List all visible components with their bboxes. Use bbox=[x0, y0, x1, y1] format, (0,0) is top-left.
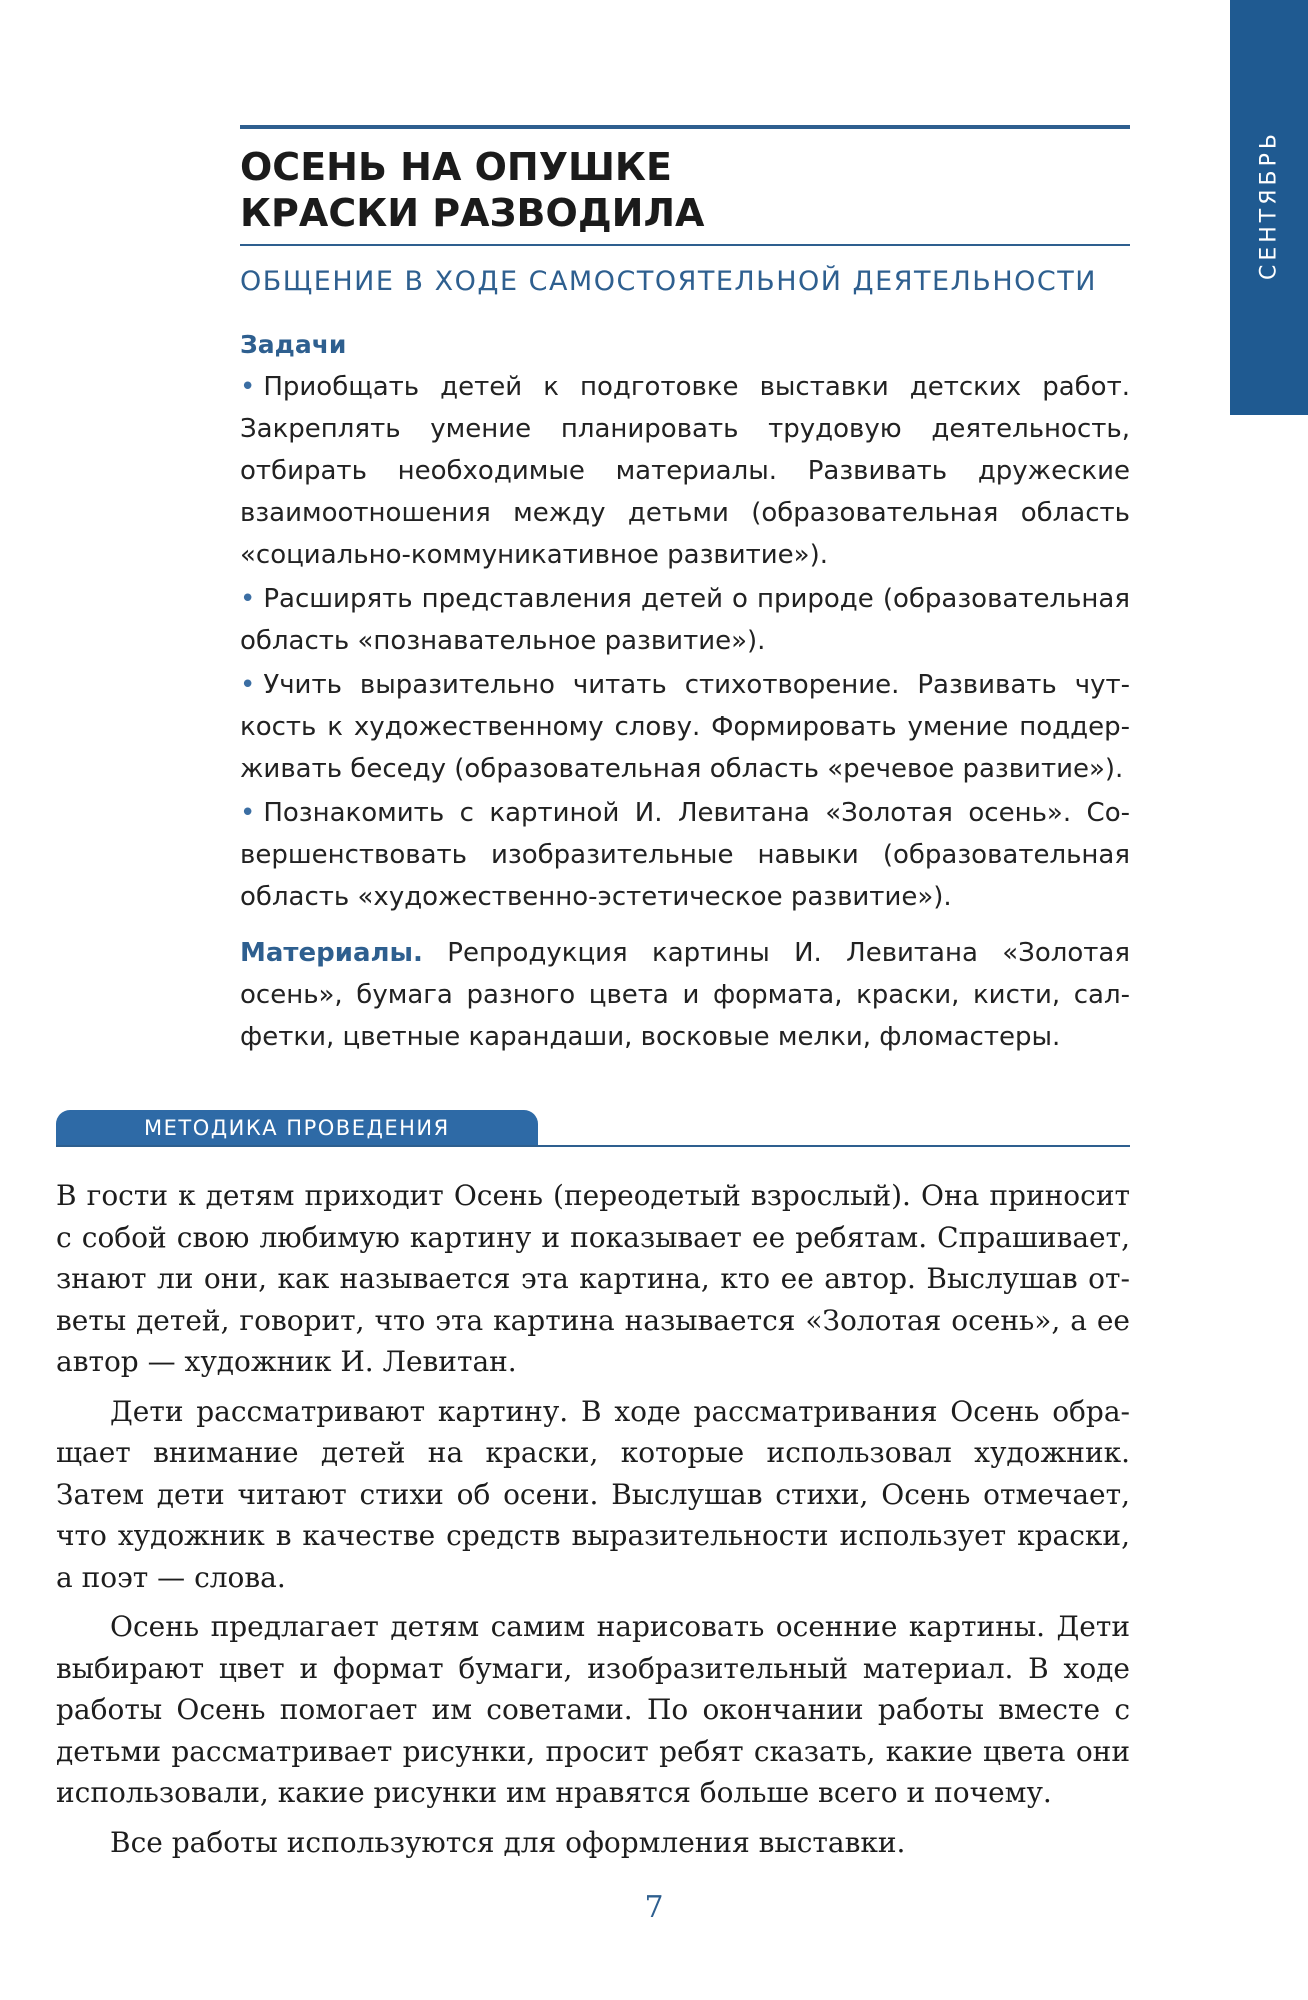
tasks-list bbox=[240, 366, 1130, 918]
bullet-icon: • bbox=[240, 798, 256, 828]
task-item: • Приобщать детей к подготовке выставки детских работ. Закреплять умение планировать трудовую деятельность, отбирать необходимые материалы. Развивать дружеские взаимоотношения между детьми (образовательная область «социально-коммуникативное развитие»). bbox=[240, 372, 1130, 570]
method-paragraph: Все работы используются для оформления выставки. bbox=[110, 1825, 906, 1859]
materials-heading: Материалы. bbox=[240, 938, 423, 968]
title-bottom-rule bbox=[240, 244, 1130, 246]
task-item: • Познакомить с картиной И. Левитана «Золотая осень». Совершенствовать изобразительные навыки (образовательная область «художественно-эстетическое развитие»). bbox=[240, 798, 1130, 912]
title-line-1: ОСЕНЬ НА ОПУШКЕ bbox=[240, 145, 672, 189]
method-paragraph: Осень предлагает детям самим нарисовать осенние картины. Дети выбирают цвет и формат бумаги, изобразительный материал. В ходе работы Осень помогает им советами. По окончании работы вместе с детьми рассматривает рисунки, просит ребят сказать, какие цвета они использовали, какие рисунки им нравятся больше всего и почему. bbox=[56, 1610, 1130, 1809]
title-line-2: КРАСКИ РАЗВОДИЛА bbox=[240, 191, 705, 235]
materials-paragraph bbox=[240, 932, 1130, 1058]
materials-text: Репродукция картины И. Левитана «Золотая осень», бумага разного цвета и формата, краски, кисти, салфетки, цветные карандаши, восковые мелки, фломастеры. bbox=[240, 938, 1130, 1052]
task-item: • Учить выразительно читать стихотворение. Развивать чуткость к художественному слову. Формировать умение поддерживать беседу (образовательная область «речевое развитие»). bbox=[240, 670, 1130, 784]
tasks-heading: Задачи bbox=[240, 330, 347, 359]
month-label: СЕНТЯБРЬ bbox=[1256, 130, 1282, 280]
section-subtitle: ОБЩЕНИЕ В ХОДЕ САМОСТОЯТЕЛЬНОЙ ДЕЯТЕЛЬНОСТИ bbox=[240, 266, 1097, 297]
task-item: • Расширять представления детей о природе (образовательная область «познавательное развитие»). bbox=[240, 584, 1130, 656]
title-top-rule bbox=[240, 125, 1130, 129]
method-body bbox=[56, 1175, 1130, 1871]
bullet-icon: • bbox=[240, 670, 256, 700]
method-section-tab: МЕТОДИКА ПРОВЕДЕНИЯ bbox=[56, 1110, 538, 1146]
bullet-icon: • bbox=[240, 584, 256, 614]
bullet-icon: • bbox=[240, 372, 256, 402]
method-paragraph: Дети рассматривают картину. В ходе рассматривания Осень обращает внимание детей на краски, которые использовал художник. Затем дети читают стихи об осени. Выслушав стихи, Осень отмечает, что художник в качестве средств выразительности использует краски, а поэт — слова. bbox=[56, 1394, 1130, 1594]
method-paragraph: В гости к детям приходит Осень (переодетый взрослый). Она приносит с собой свою любимую картину и показывает ее ребятам. Спрашивает, знают ли они, как называется эта картина, кто ее автор. Выслушав ответы детей, говорит, что эта картина называется «Золотая осень», а ее автор — художник И. Левитан. bbox=[56, 1179, 1130, 1378]
page-number: 7 bbox=[644, 1890, 664, 1925]
page-title bbox=[240, 144, 1130, 236]
method-section-rule bbox=[56, 1145, 1130, 1147]
